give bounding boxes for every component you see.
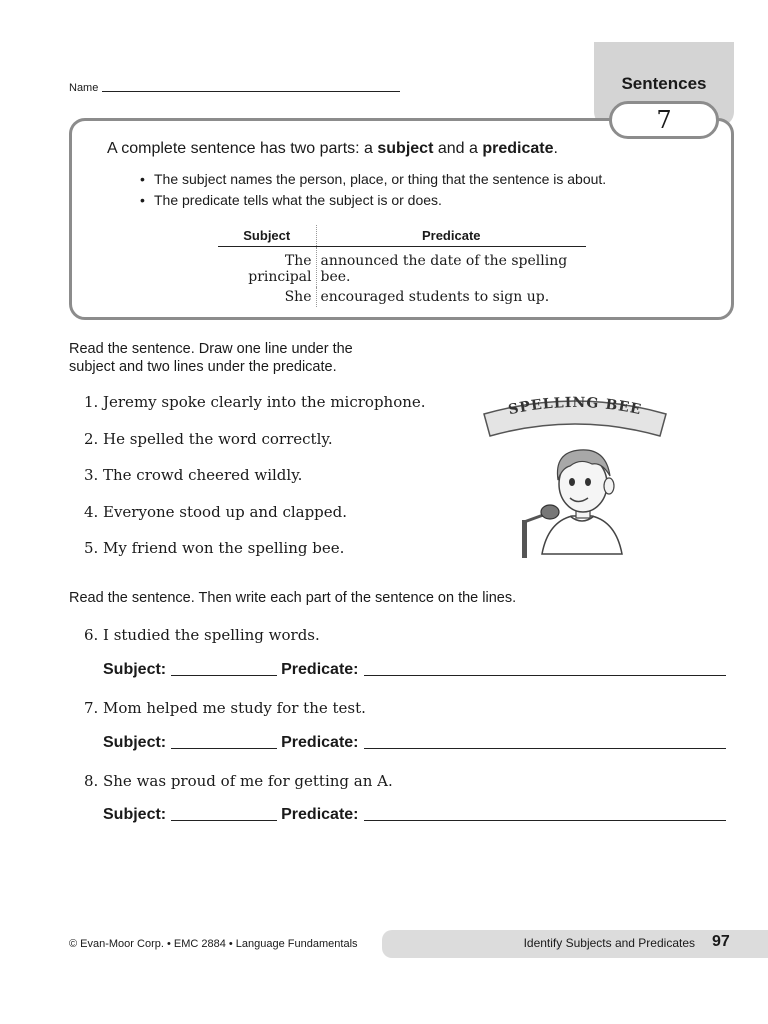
predicate-label: Predicate:	[281, 661, 359, 678]
example-subject: The principal	[218, 247, 316, 288]
item-sentence[interactable]: Jeremy spoke clearly into the microphone.	[103, 393, 426, 411]
predicate-label: Predicate:	[281, 806, 359, 823]
col-header-predicate: Predicate	[316, 225, 586, 247]
example-predicate: announced the date of the spelling bee.	[320, 253, 568, 285]
item-number: 4.	[84, 502, 99, 521]
name-label: Name	[69, 82, 99, 94]
item-sentence[interactable]: The crowd cheered wildly.	[103, 466, 303, 484]
item-number: 2.	[84, 429, 99, 448]
answer-row	[103, 734, 726, 752]
item-sentence: I studied the spelling words.	[103, 626, 320, 644]
name-row	[69, 82, 400, 94]
answer-row	[103, 661, 726, 679]
question-item	[84, 699, 366, 717]
bullet-item: • The predicate tells what the subject is or does.	[140, 192, 606, 208]
part1-list	[84, 393, 426, 576]
part2-directions: Read the sentence. Then write each part of the sentence on the lines.	[69, 590, 517, 606]
page-number: 97	[712, 933, 730, 950]
table-row	[218, 287, 586, 307]
intro-subject-term: subject	[377, 140, 434, 157]
intro-text-pre: A complete sentence has two parts: a	[107, 140, 378, 157]
subject-answer-line[interactable]	[171, 820, 277, 821]
bullet-item: • The subject names the person, place, or thing that the sentence is about.	[140, 171, 606, 187]
footer-skill: Identify Subjects and Predicates	[523, 936, 695, 950]
item-sentence: Mom helped me study for the test.	[103, 699, 366, 717]
answer-row	[103, 806, 726, 824]
example-table	[218, 225, 586, 307]
rule-bullets	[140, 171, 606, 213]
predicate-answer-line[interactable]	[364, 748, 726, 749]
item-sentence[interactable]: Everyone stood up and clapped.	[103, 502, 348, 521]
item-number: 8.	[84, 772, 99, 790]
intro-text-mid: and a	[433, 140, 483, 157]
part1-directions	[69, 340, 419, 376]
intro-predicate-term: predicate	[482, 140, 554, 157]
subject-label: Subject:	[103, 806, 167, 823]
banner-text: SPELLING BEE	[506, 394, 644, 419]
example-predicate: encouraged students to sign up.	[320, 289, 550, 305]
question-item	[84, 772, 393, 790]
subject-answer-line[interactable]	[171, 748, 277, 749]
item-sentence[interactable]: He spelled the word correctly.	[103, 429, 333, 448]
item-number: 1.	[84, 393, 99, 411]
section-title: Sentences	[621, 74, 707, 93]
question-item	[84, 626, 320, 644]
item-number: 6.	[84, 626, 99, 644]
item-number: 5.	[84, 539, 99, 557]
intro-text-end: .	[553, 140, 558, 157]
rule-box	[69, 118, 734, 320]
list-item	[84, 466, 426, 503]
directions-line: Read the sentence. Draw one line under the	[69, 341, 353, 357]
item-sentence: She was proud of me for getting an A.	[103, 772, 393, 790]
list-item	[84, 503, 426, 540]
directions-line: subject and two lines under the predicate.	[69, 359, 337, 375]
predicate-answer-line[interactable]	[364, 820, 726, 821]
spelling-bee-illustration	[480, 392, 670, 558]
item-number: 7.	[84, 699, 99, 717]
table-row	[218, 247, 586, 288]
footer-copyright: © Evan-Moor Corp. • EMC 2884 • Language Fundamentals	[69, 938, 358, 950]
item-sentence[interactable]: My friend won the spelling bee.	[103, 539, 345, 557]
subject-answer-line[interactable]	[171, 675, 277, 676]
example-subject: She	[218, 287, 316, 307]
subject-label: Subject:	[103, 734, 167, 751]
rule-intro	[107, 140, 558, 158]
col-header-subject: Subject	[218, 225, 316, 247]
predicate-answer-line[interactable]	[364, 675, 726, 676]
microphone-icon	[541, 505, 559, 519]
mic-stand-icon	[522, 520, 527, 558]
list-item	[84, 539, 426, 576]
subject-label: Subject:	[103, 661, 167, 678]
list-item	[84, 430, 426, 467]
lesson-number: 7	[609, 101, 719, 139]
item-number: 3.	[84, 466, 99, 484]
predicate-label: Predicate:	[281, 734, 359, 751]
name-write-line	[102, 91, 400, 92]
list-item	[84, 393, 426, 430]
